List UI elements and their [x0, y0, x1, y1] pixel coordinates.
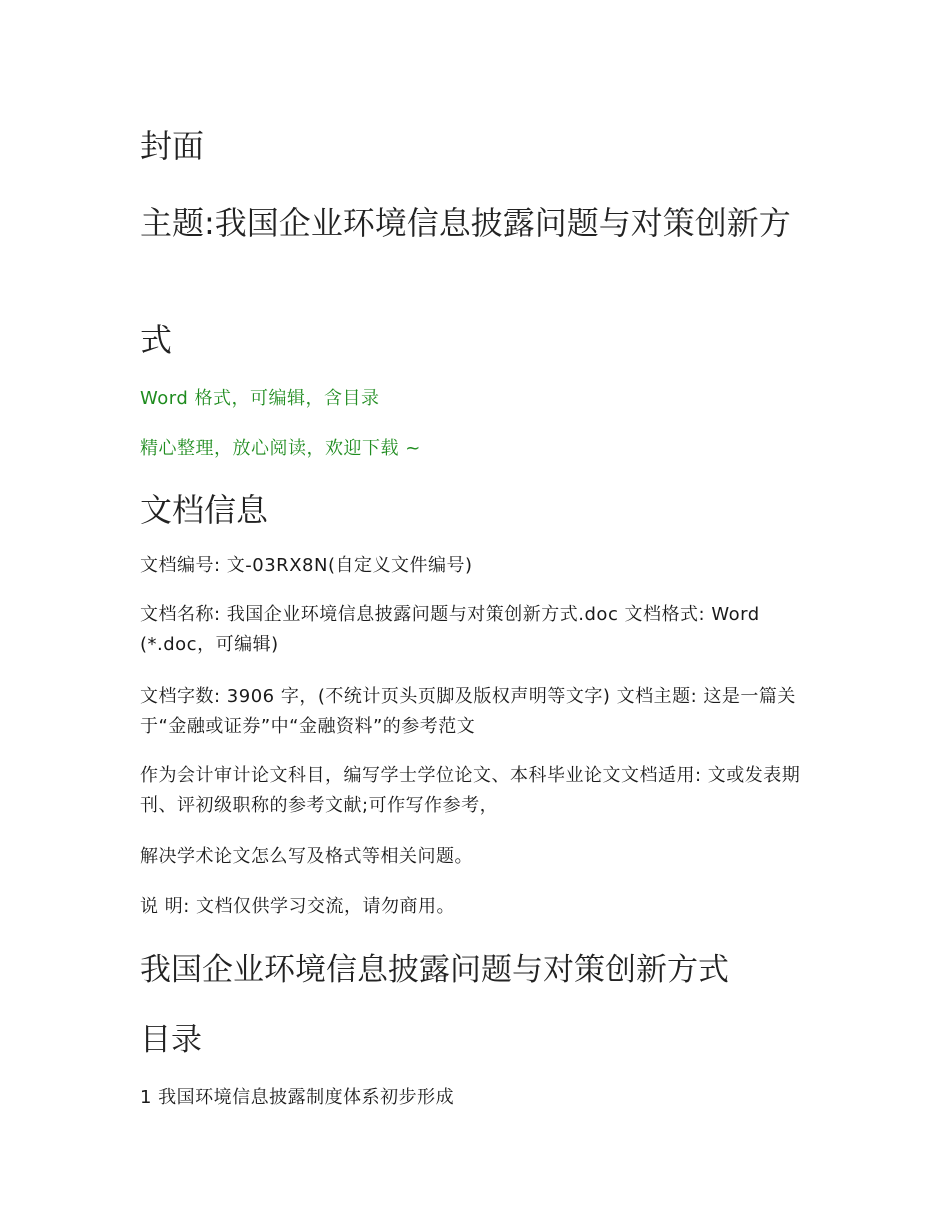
- subject-title-continued: 式: [140, 321, 173, 359]
- subject-title: 主题:我国企业环境信息披露问题与对策创新方: [140, 204, 791, 242]
- download-note: 精心整理，放心阅读，欢迎下载 ~: [140, 438, 421, 459]
- article-title: 我国企业环境信息披露问题与对策创新方式: [140, 952, 729, 988]
- doc-usage: 作为会计审计论文科目，编写学士学位论文、本科毕业论文文档适用: 文或发表期刊、评初级职称的参考文献;可作写作参考，: [140, 765, 801, 816]
- doc-name-format: 文档名称: 我国企业环境信息披露问题与对策创新方式.doc 文档格式: Word (*.doc，可编辑): [140, 604, 760, 655]
- toc-heading: 目录: [140, 1022, 202, 1058]
- doc-solve: 解决学术论文怎么写及格式等相关问题。: [140, 846, 473, 867]
- toc-item: 1 我国环境信息披露制度体系初步形成: [140, 1087, 455, 1108]
- format-note: Word 格式，可编辑，含目录: [140, 388, 380, 409]
- doc-info-heading: 文档信息: [140, 491, 269, 529]
- doc-remark: 说 明: 文档仅供学习交流，请勿商用。: [140, 896, 456, 917]
- cover-heading: 封面: [140, 127, 205, 165]
- doc-number: 文档编号: 文-03RX8N(自定义文件编号): [140, 555, 473, 576]
- doc-count-subject: 文档字数: 3906 字，(不统计页头页脚及版权声明等文字) 文档主题: 这是一篇关于“金融或证券”中“金融资料”的参考范文: [140, 686, 796, 737]
